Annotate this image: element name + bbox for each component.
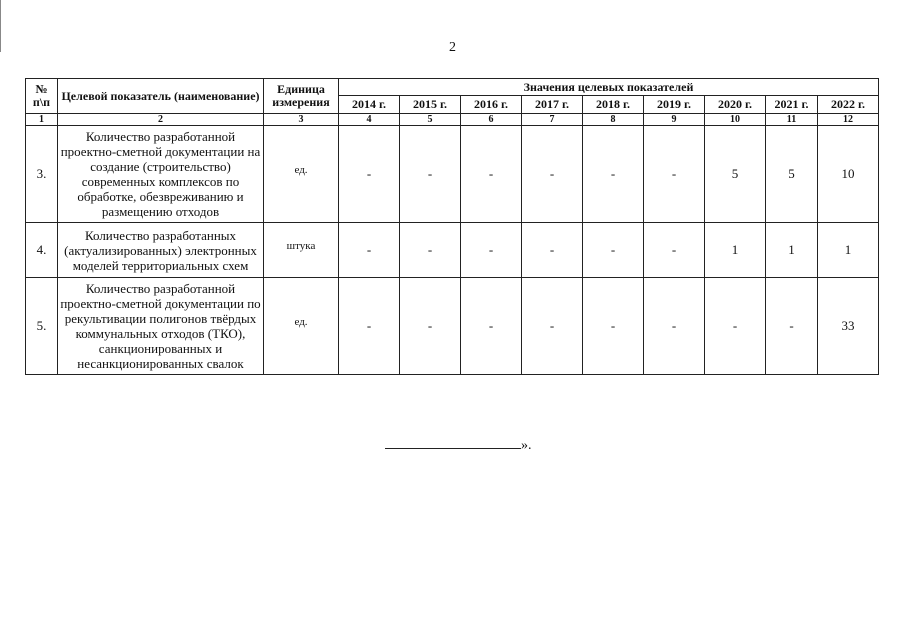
column-number: 3 <box>264 114 339 126</box>
header-year: 2015 г. <box>400 96 461 114</box>
column-number: 11 <box>766 114 818 126</box>
value-cell: - <box>522 223 583 278</box>
header-year: 2021 г. <box>766 96 818 114</box>
value-cell: - <box>400 223 461 278</box>
table-row <box>26 126 879 223</box>
column-number: 9 <box>644 114 705 126</box>
header-year: 2014 г. <box>339 96 400 114</box>
header-year: 2020 г. <box>705 96 766 114</box>
table-row <box>26 223 879 278</box>
value-cell: 5 <box>766 126 818 223</box>
column-number: 12 <box>818 114 879 126</box>
header-year: 2018 г. <box>583 96 644 114</box>
indicator-unit <box>264 278 339 375</box>
indicator-unit <box>264 126 339 223</box>
value-cell: 1 <box>818 223 879 278</box>
header-unit: Единица измерения <box>264 79 339 114</box>
value-cell: - <box>400 126 461 223</box>
value-cell: - <box>644 278 705 375</box>
value-cell: - <box>339 223 400 278</box>
column-number: 4 <box>339 114 400 126</box>
signature-line <box>385 436 521 449</box>
target-indicators-table <box>25 78 879 375</box>
header-year: 2016 г. <box>461 96 522 114</box>
header-year: 2017 г. <box>522 96 583 114</box>
header-num: № п\п <box>26 79 58 114</box>
closing-mark <box>385 436 532 454</box>
value-cell: 10 <box>818 126 879 223</box>
table-row <box>26 278 879 375</box>
column-number: 10 <box>705 114 766 126</box>
value-cell: - <box>522 126 583 223</box>
row-number: 4. <box>26 223 58 278</box>
column-number-row <box>26 114 879 126</box>
column-number: 8 <box>583 114 644 126</box>
value-cell: 1 <box>766 223 818 278</box>
header-name: Целевой показатель (наименование) <box>58 79 264 114</box>
value-cell: - <box>644 223 705 278</box>
column-number: 2 <box>58 114 264 126</box>
value-cell: - <box>339 126 400 223</box>
row-number: 3. <box>26 126 58 223</box>
row-number: 5. <box>26 278 58 375</box>
value-cell: - <box>644 126 705 223</box>
indicator-unit-text: штука <box>286 240 316 252</box>
header-year: 2019 г. <box>644 96 705 114</box>
closing-quote: ». <box>521 438 532 453</box>
indicator-name: Количество разработанных (актуализированных) электронных моделей территориальных схем <box>58 223 264 278</box>
indicator-name: Количество разработанной проектно-сметной документации на создание (строительство) современных комплексов по обработке, обезвреживанию и размещению отходов <box>58 126 264 223</box>
value-cell: - <box>705 278 766 375</box>
value-cell: - <box>461 278 522 375</box>
indicator-unit-text: ед. <box>294 164 308 176</box>
indicator-unit <box>264 223 339 278</box>
header-row-group <box>26 79 879 96</box>
value-cell: - <box>461 223 522 278</box>
header-year: 2022 г. <box>818 96 879 114</box>
column-number: 6 <box>461 114 522 126</box>
value-cell: - <box>400 278 461 375</box>
column-number: 5 <box>400 114 461 126</box>
indicator-unit-text: ед. <box>294 316 308 328</box>
value-cell: - <box>522 278 583 375</box>
value-cell: - <box>583 126 644 223</box>
value-cell: - <box>583 278 644 375</box>
value-cell: - <box>461 126 522 223</box>
value-cell: - <box>583 223 644 278</box>
column-number: 1 <box>26 114 58 126</box>
value-cell: - <box>766 278 818 375</box>
column-number: 7 <box>522 114 583 126</box>
value-cell: 5 <box>705 126 766 223</box>
header-values-group: Значения целевых показателей <box>339 79 879 96</box>
value-cell: 1 <box>705 223 766 278</box>
indicator-name: Количество разработанной проектно-сметной документации по рекультивации полигонов твёрдых коммунальных отходов (ТКО), санкционированных и несанкционированных свалок <box>58 278 264 375</box>
page-number: 2 <box>449 40 456 55</box>
value-cell: 33 <box>818 278 879 375</box>
value-cell: - <box>339 278 400 375</box>
